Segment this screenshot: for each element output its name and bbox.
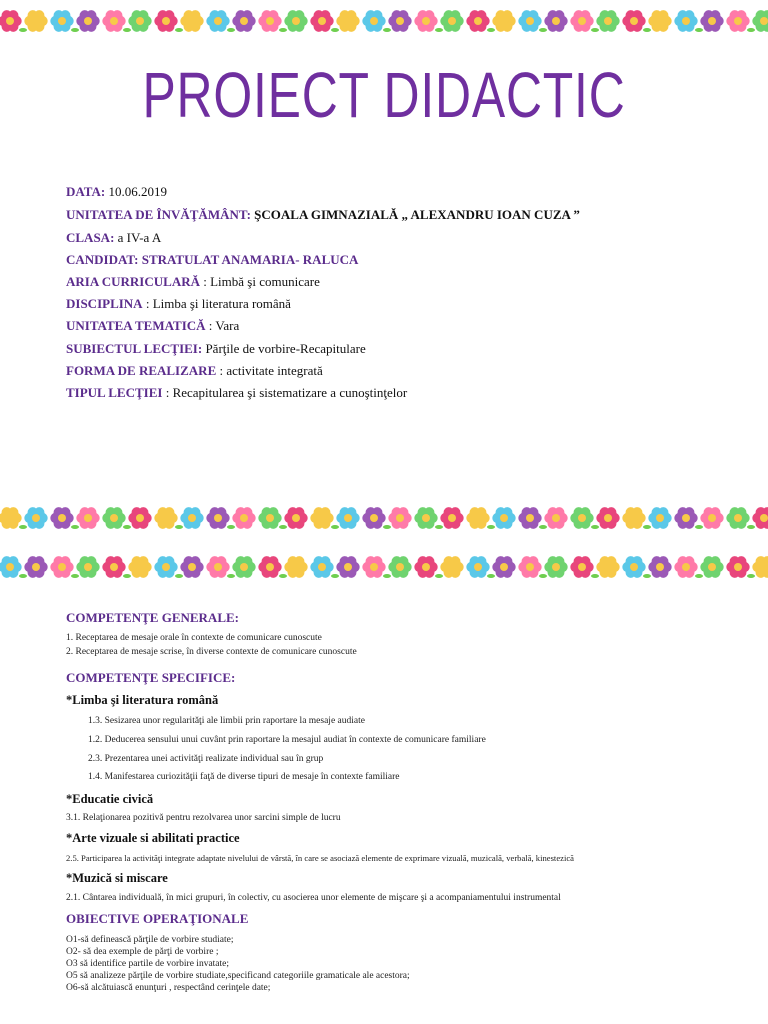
- flower-icon: [544, 556, 567, 578]
- flower-icon: [336, 507, 359, 529]
- field-label: DISCIPLINA: [66, 296, 143, 311]
- flower-icon: [440, 507, 463, 529]
- flower-icon: [232, 507, 255, 529]
- competenta-generala-item: 1. Receptarea de mesaje orale în contexte de comunicare cunoscute: [66, 633, 322, 643]
- flower-icon: [752, 507, 768, 529]
- flower-icon: [518, 556, 547, 578]
- field-value: a IV-a A: [117, 230, 162, 245]
- field-value: Părţile de vorbire-Recapitulare: [205, 341, 366, 356]
- field-label: UNITATEA TEMATICĂ: [66, 318, 206, 333]
- flower-icon: [50, 556, 79, 578]
- flower-icon: [414, 507, 443, 529]
- field-label: UNITATEA DE ÎNVĂŢĂMÂNT:: [66, 207, 251, 222]
- flower-icon: [24, 10, 47, 32]
- flower-icon: [518, 10, 547, 32]
- flower-icon: [596, 507, 619, 529]
- flower-icon: [128, 507, 151, 529]
- competente-specifice-heading: COMPETENŢE SPECIFICE:: [66, 670, 236, 685]
- competenta-specifica-item: 2.5. Participarea la activităţi integrate adaptate nivelului de vârstă, în care se asociază elemente de exprimare vizuală, muzicală, verbală, kinestezică: [66, 853, 574, 863]
- flower-icon: [76, 556, 99, 578]
- flower-icon: [24, 507, 47, 529]
- flower-icon: [102, 556, 131, 578]
- obiectiv-item: O2- să dea exemple de părţi de vorbire ;: [66, 947, 219, 957]
- flower-icon: [336, 556, 359, 578]
- field-label: CANDIDAT:: [66, 252, 139, 267]
- field-row: [66, 385, 407, 401]
- field-value: 10.06.2019: [108, 184, 167, 199]
- flower-icon: [700, 556, 723, 578]
- competenta-specifica-item: 1.2. Deducerea sensului unui cuvânt prin raportare la mesajul audiat în contexte de comunicare familiare: [88, 735, 486, 745]
- flower-icon: [674, 556, 703, 578]
- flower-icon: [258, 507, 287, 529]
- flower-icon: [362, 556, 391, 578]
- flower-icon: [492, 556, 515, 578]
- flower-icon: [258, 556, 287, 578]
- flower-icon: [518, 507, 547, 529]
- field-row: [66, 363, 323, 379]
- obiectiv-item: O1-să definească părţile de vorbire studiate;: [66, 935, 234, 945]
- flower-icon: [128, 10, 151, 32]
- obiectiv-item: O5 să analizeze părţile de vorbire studiate,specificand categoriile gramaticale ale acestora;: [66, 971, 410, 981]
- flower-icon: [180, 556, 203, 578]
- flower-icon: [440, 556, 463, 578]
- field-label: DATA:: [66, 184, 106, 199]
- flower-icon: [206, 10, 235, 32]
- flower-icon: [544, 507, 567, 529]
- flower-icon: [362, 507, 391, 529]
- field-value: ŞCOALA GIMNAZIALĂ „ ALEXANDRU IOAN CUZA ”: [254, 207, 580, 222]
- flower-icon: [570, 507, 599, 529]
- flower-icon: [700, 507, 723, 529]
- competenta-specifica-item: 1.3. Sesizarea unor regularităţi ale limbii prin raportare la mesaje audiate: [88, 716, 365, 726]
- flower-icon: [154, 556, 183, 578]
- flower-icon: [596, 10, 619, 32]
- flower-icon: [258, 10, 287, 32]
- field-label: FORMA DE REALIZARE: [66, 363, 217, 378]
- flower-icon: [622, 556, 651, 578]
- flower-icon: [388, 10, 411, 32]
- field-row: [66, 252, 358, 268]
- obiectiv-item: O6-să alcătuiască enunţuri , respectând cerinţele date;: [66, 983, 271, 993]
- field-label: TIPUL LECŢIEI: [66, 385, 163, 400]
- flower-icon: [570, 10, 599, 32]
- competenta-specifica-item: 3.1. Relaţionarea pozitivă pentru rezolvarea unor sarcini simple de lucru: [66, 813, 341, 823]
- flower-icon: [0, 10, 27, 32]
- flower-icon: [492, 10, 515, 32]
- flower-icon: [180, 10, 203, 32]
- flower-icon: [388, 507, 411, 529]
- flower-icon: [232, 556, 255, 578]
- flower-icon: [466, 556, 495, 578]
- flower-icon: [50, 507, 79, 529]
- flower-icon: [700, 10, 723, 32]
- field-value: : activitate integrată: [219, 363, 323, 378]
- flower-icon: [388, 556, 411, 578]
- flower-icon: [362, 10, 391, 32]
- flower-icon: [284, 10, 307, 32]
- competenta-specifica-item: 2.1. Cântarea individuală, în mici grupuri, în colectiv, cu asocierea unor elemente de mişcare şi a acompaniamentului instrumental: [66, 893, 561, 903]
- flower-icon: [648, 10, 671, 32]
- flower-icon: [440, 10, 463, 32]
- flower-icon: [752, 10, 768, 32]
- flower-icon: [310, 556, 339, 578]
- flower-icon: [154, 507, 183, 529]
- field-row: [66, 296, 291, 312]
- flower-icon: [284, 556, 307, 578]
- field-row: [66, 341, 366, 357]
- obiectiv-item: O3 să identifice partile de vorbire invatate;: [66, 959, 230, 969]
- flower-icon: [466, 507, 495, 529]
- field-value: : Vara: [208, 318, 240, 333]
- flower-icon: [622, 507, 651, 529]
- field-row: [66, 207, 580, 223]
- flower-icon: [0, 507, 27, 529]
- competenta-specifica-item: 2.3. Prezentarea unei activităţi realizate individual sau în grup: [88, 754, 324, 764]
- flower-icon: [206, 507, 235, 529]
- flower-icon: [726, 507, 755, 529]
- flower-icon: [310, 507, 339, 529]
- flower-icon: [102, 507, 131, 529]
- flower-icon: [76, 10, 99, 32]
- flower-icon: [128, 556, 151, 578]
- flower-icon: [570, 556, 599, 578]
- flower-border-middle-2: [0, 552, 768, 582]
- subject-heading: *Limba şi literatura română: [66, 693, 219, 707]
- competenta-generala-item: 2. Receptarea de mesaje scrise, în diverse contexte de comunicare cunoscute: [66, 647, 357, 657]
- flower-icon: [622, 10, 651, 32]
- flower-icon: [336, 10, 359, 32]
- flower-icon: [674, 507, 703, 529]
- flower-icon: [206, 556, 235, 578]
- flower-icon: [492, 507, 515, 529]
- flower-icon: [154, 10, 183, 32]
- flower-border-top: [0, 6, 768, 36]
- flower-icon: [726, 10, 755, 32]
- field-row: [66, 184, 167, 200]
- field-row: [66, 230, 161, 246]
- flower-icon: [648, 507, 671, 529]
- subject-heading: *Arte vizuale si abilitati practice: [66, 831, 240, 845]
- flower-icon: [0, 556, 27, 578]
- field-value: STRATULAT ANAMARIA- RALUCA: [141, 252, 359, 267]
- field-value: : Limbă şi comunicare: [203, 274, 320, 289]
- field-label: ARIA CURRICULARĂ: [66, 274, 200, 289]
- field-label: CLASA:: [66, 230, 115, 245]
- flower-icon: [310, 10, 339, 32]
- flower-border-middle-1: [0, 503, 768, 533]
- flower-icon: [180, 507, 203, 529]
- obiective-heading: OBIECTIVE OPERAŢIONALE: [66, 911, 249, 926]
- field-row: [66, 318, 239, 334]
- flower-icon: [414, 10, 443, 32]
- flower-icon: [596, 556, 619, 578]
- flower-icon: [76, 507, 99, 529]
- flower-icon: [752, 556, 768, 578]
- flower-icon: [232, 10, 255, 32]
- flower-icon: [466, 10, 495, 32]
- flower-icon: [102, 10, 131, 32]
- flower-icon: [414, 556, 443, 578]
- flower-icon: [284, 507, 307, 529]
- field-label: SUBIECTUL LECŢIEI:: [66, 341, 203, 356]
- flower-icon: [726, 556, 755, 578]
- flower-icon: [674, 10, 703, 32]
- flower-icon: [544, 10, 567, 32]
- field-value: : Limba şi literatura română: [145, 296, 291, 311]
- subject-heading: *Educatie civică: [66, 792, 154, 806]
- competente-generale-heading: COMPETENŢE GENERALE:: [66, 610, 239, 625]
- field-row: [66, 274, 320, 290]
- subject-heading: *Muzică si miscare: [66, 871, 168, 885]
- flower-icon: [24, 556, 47, 578]
- page-title: PROIECT DIDACTIC: [142, 59, 626, 131]
- flower-icon: [50, 10, 79, 32]
- field-value: : Recapitularea şi sistematizare a cunoştinţelor: [165, 385, 408, 400]
- competenta-specifica-item: 1.4. Manifestarea curiozităţii faţă de diverse tipuri de mesaje în contexte familiare: [88, 772, 400, 782]
- flower-icon: [648, 556, 671, 578]
